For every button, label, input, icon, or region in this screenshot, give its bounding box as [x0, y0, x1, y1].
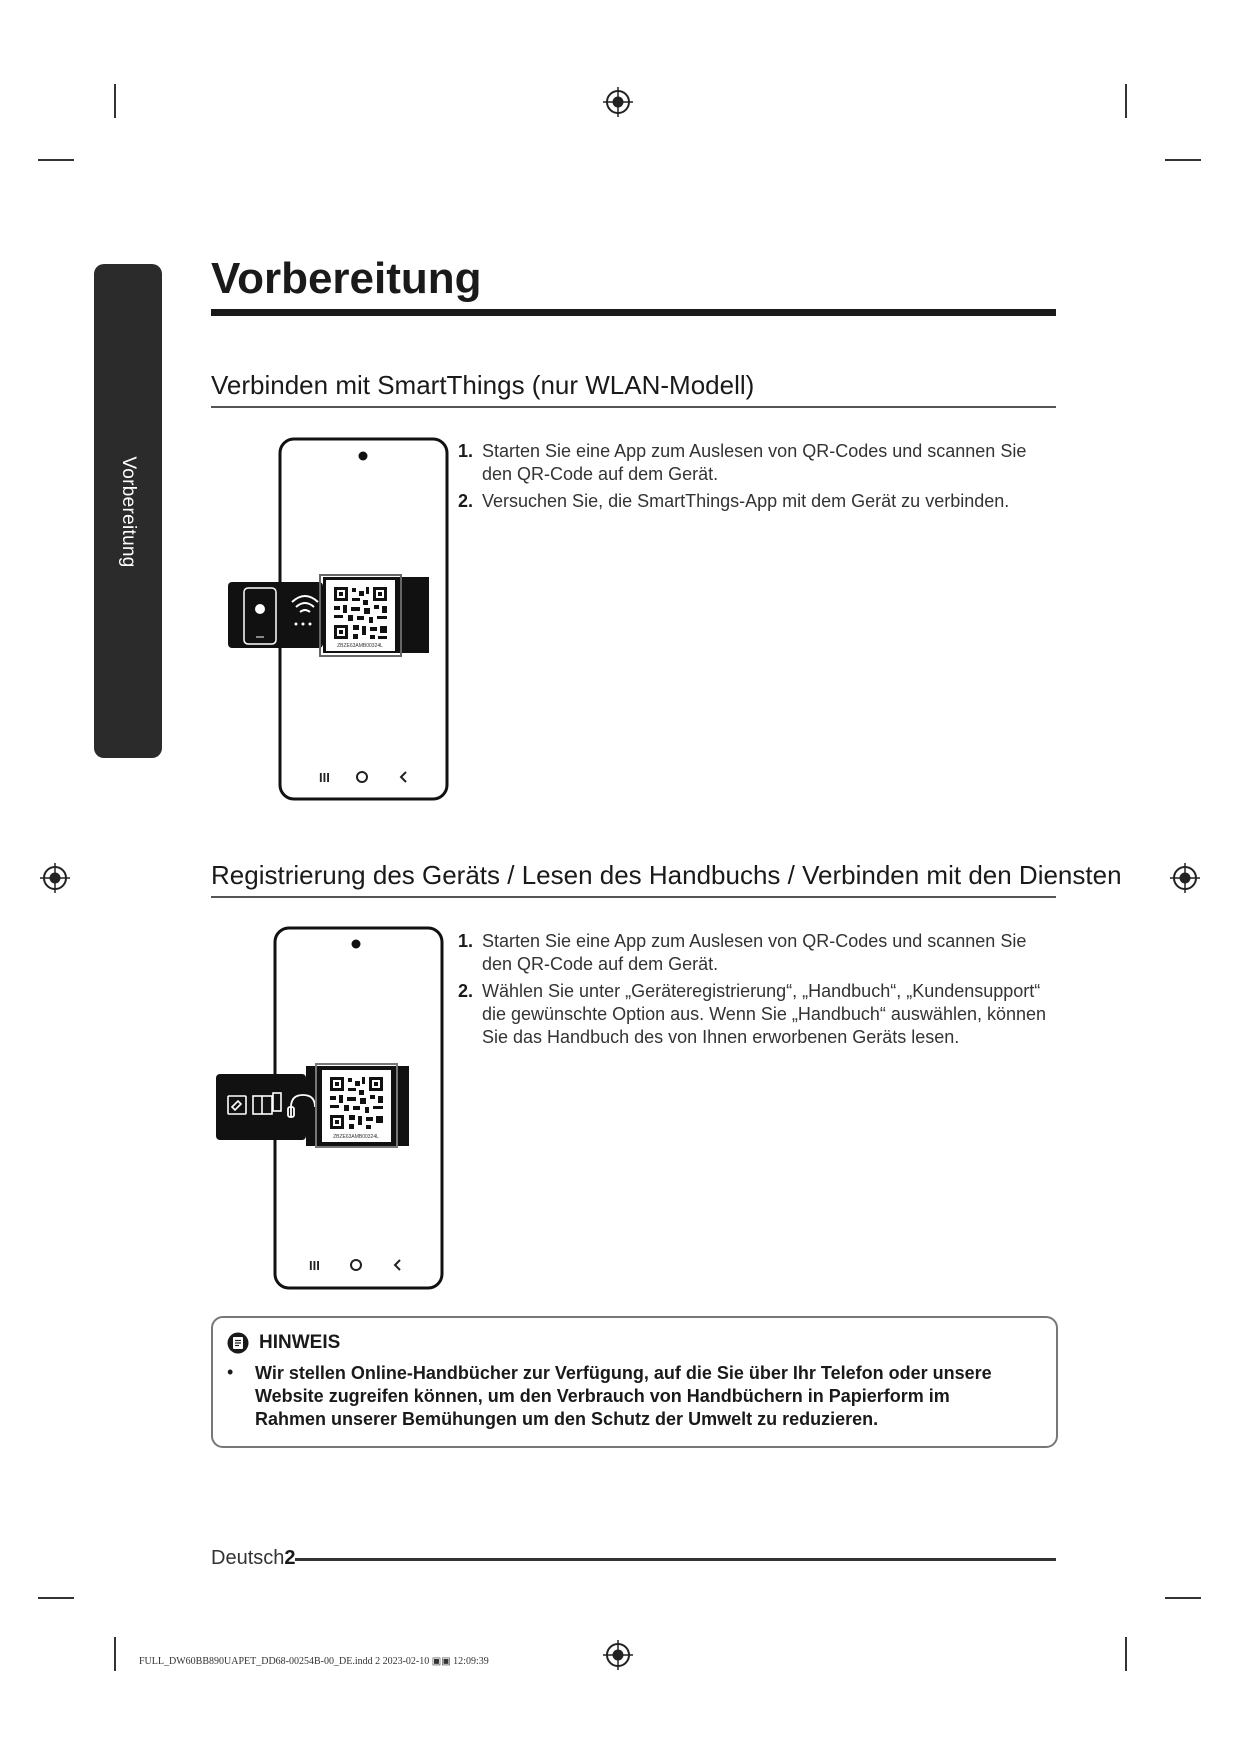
footer-page-label: [211, 1547, 296, 1570]
svg-text:III: III: [319, 770, 330, 785]
section2-steps: [458, 930, 1058, 1053]
note-bullet: •: [227, 1362, 234, 1382]
note-heading-text: HINWEIS: [259, 1332, 341, 1353]
phone-illustration: [214, 924, 454, 1292]
note-icon: [227, 1332, 249, 1354]
crop-mark: [1165, 1597, 1201, 1599]
svg-text:ZBZE63AMB00324L: ZBZE63AMB00324L: [337, 643, 383, 649]
footer-rule: [295, 1558, 1056, 1561]
note-box: [211, 1316, 1058, 1448]
side-tab-label: Vorbereitung: [118, 456, 139, 568]
side-chapter-tab: [94, 264, 162, 758]
section1-steps: [458, 440, 1058, 517]
registration-mark-icon: [40, 863, 70, 893]
crop-mark: [38, 1597, 74, 1599]
registration-mark-icon: [1170, 863, 1200, 893]
registration-mark-icon: [603, 87, 633, 117]
crop-mark: [1165, 159, 1201, 161]
crop-mark: [38, 159, 74, 161]
footer-language: Deutsch: [211, 1547, 285, 1569]
step-item: 2. Versuchen Sie, die SmartThings-App mit dem Gerät zu verbinden.: [458, 491, 1010, 511]
section-title: Registrierung des Geräts / Lesen des Handbuchs / Verbinden mit den Diensten: [211, 860, 1122, 890]
title-rule: [211, 309, 1056, 316]
crop-mark: [1125, 1637, 1127, 1671]
step-item: 2. Wählen Sie unter „Geräteregistrierung“, „Handbuch“, „Kundensupport“ die gewünschte Option aus. Wenn Sie „Handbuch“ auswählen, können Sie das Handbuch des von Ihnen erworbenen Geräts lesen.: [458, 981, 1047, 1047]
step-item: 1. Starten Sie eine App zum Auslesen von QR-Codes und scannen Sie den QR-Code auf dem Gerät.: [458, 441, 1027, 484]
crop-mark: [114, 1637, 116, 1671]
phone-illustration: [226, 436, 456, 804]
footer-page-number: 2: [284, 1547, 296, 1569]
section-rule: [211, 896, 1056, 898]
section-rule: [211, 406, 1056, 408]
crop-mark: [114, 84, 116, 118]
note-heading: [227, 1332, 340, 1354]
svg-text:ZBZE63AMB00324L: ZBZE63AMB00324L: [333, 1134, 379, 1140]
note-text: Wir stellen Online-Handbücher zur Verfügung, auf die Sie über Ihr Telefon oder unsere Website zugreifen können, um den Verbrauch von Handbüchern in Papierform im Rahmen unserer Bemühungen um den Schutz der Umwelt zu reduzieren.: [255, 1363, 992, 1429]
svg-text:III: III: [309, 1258, 320, 1273]
section-title: Verbinden mit SmartThings (nur WLAN-Modell): [211, 370, 755, 400]
registration-mark-icon: [603, 1640, 633, 1670]
page-title: Vorbereitung: [211, 254, 482, 303]
print-file-info: FULL_DW60BB890UAPET_DD68-00254B-00_DE.indd 2 2023-02-10 ▣▣ 12:09:39: [139, 1656, 489, 1667]
crop-mark: [1125, 84, 1127, 118]
step-item: 1. Starten Sie eine App zum Auslesen von QR-Codes und scannen Sie den QR-Code auf dem Gerät.: [458, 931, 1027, 974]
